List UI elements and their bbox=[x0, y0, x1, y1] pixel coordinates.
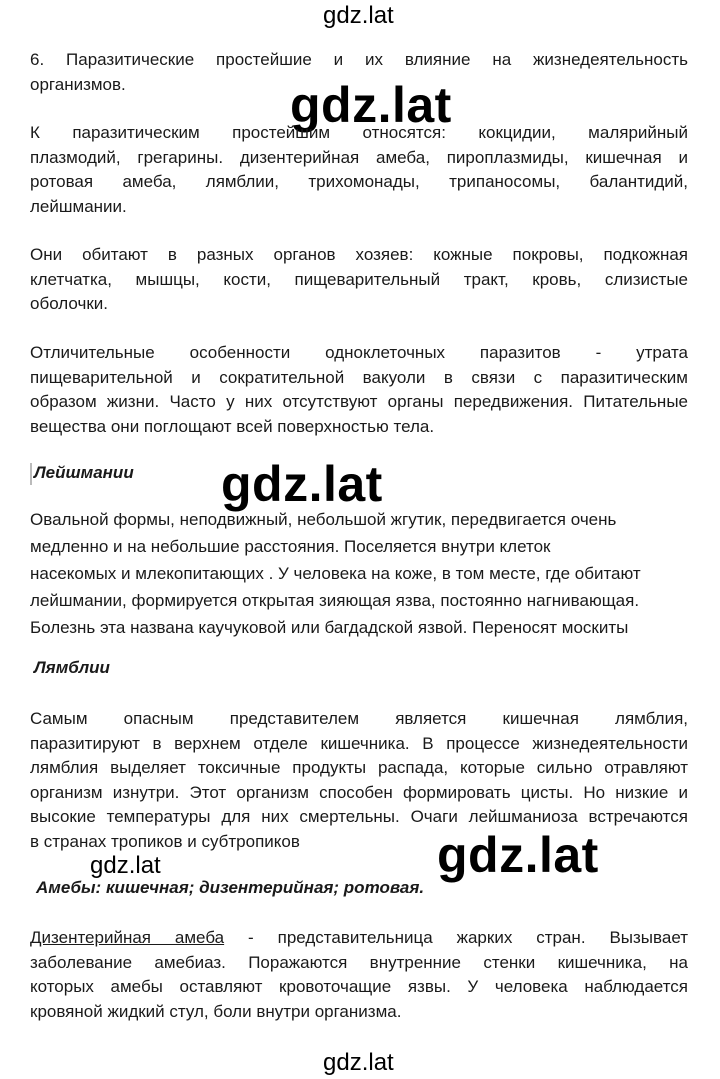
watermark-top: gdz.lat bbox=[323, 2, 394, 29]
text-line: Болезнь эта названа каучуковой или багдадской язвой. Переносят москиты bbox=[30, 618, 629, 637]
text-line: заболевание амебиаз. Поражаются внутренние стенки кишечника, на bbox=[30, 952, 688, 972]
text-line: плазмодий, грегарины. дизентерийная амеба, пироплазмиды, кишечная и bbox=[30, 147, 688, 167]
text-line: организмов. bbox=[30, 74, 126, 94]
section-title-leishmania: Лейшмании bbox=[34, 463, 134, 482]
paragraph-parasites-list bbox=[30, 121, 688, 219]
text-fragment: - представительница жарких стран. Вызывает bbox=[224, 928, 688, 947]
text-line: образом жизни. Часто у них отсутствуют органы передвижения. Питательные bbox=[30, 392, 688, 411]
text-line: Самым опасным представителем является кишечная лямблия, bbox=[30, 709, 688, 728]
heading-paragraph bbox=[30, 48, 688, 97]
term-dysentery-amoeba: Дизентерийная амеба bbox=[30, 928, 225, 947]
text-line: вещества они поглощают всей поверхностью тела. bbox=[30, 416, 435, 436]
text-line: в странах тропиков и субтропиков bbox=[30, 831, 300, 851]
text-line: 6. Паразитические простейшие и их влияние на жизнедеятельность bbox=[30, 50, 688, 69]
text-line: пищеварительной и сократительной вакуоли в связи с паразитическим bbox=[30, 367, 688, 387]
watermark-small: gdz.lat bbox=[90, 852, 161, 879]
paragraph-amoebas bbox=[30, 926, 688, 1024]
text-line: лямблия выделяет токсичные продукты распада, которые сильно отравляют bbox=[30, 758, 688, 777]
text-line bbox=[30, 926, 688, 951]
text-line: высокие температуры для них смертельны. Очаги лейшманиоза встречаются bbox=[30, 807, 688, 826]
text-line: лейшмании, формируется открытая зияющая язва, постоянно нагнивающая. bbox=[30, 591, 640, 610]
text-line: которых амебы оставляют кровоточащие язвы. У человека наблюдается bbox=[30, 977, 688, 996]
text-line: медленно и на небольшие расстояния. Поселяется внутри клеток bbox=[30, 537, 551, 556]
text-line: клетчатка, мышцы, кости, пищеварительный тракт, кровь, слизистые bbox=[30, 269, 688, 289]
watermark-large: gdz.lat bbox=[437, 827, 599, 883]
watermark-large: gdz.lat bbox=[221, 456, 383, 512]
text-line: кровяной жидкий стул, боли внутри организма. bbox=[30, 1001, 402, 1021]
text-line: лейшмании. bbox=[30, 196, 127, 216]
paragraph-habitats bbox=[30, 243, 688, 317]
text-line: Отличительные особенности одноклеточных паразитов - утрата bbox=[30, 343, 688, 362]
paragraph-leishmania bbox=[30, 506, 682, 641]
paragraph-features bbox=[30, 341, 688, 439]
text-line: паразитируют в верхнем отделе кишечника. В процессе жизнедеятельности bbox=[30, 733, 688, 753]
watermark-large: gdz.lat bbox=[290, 77, 452, 133]
text-line: организм изнутри. Этот организм способен формировать цисты. Но низкие и bbox=[30, 782, 688, 802]
section-title-amoebas: Амебы: кишечная; дизентерийная; ротовая. bbox=[36, 878, 425, 897]
text-line: ротовая амеба, лямблии, трихомонады, трипаносомы, балантидий, bbox=[30, 172, 688, 191]
section-title-giardia: Лямблии bbox=[34, 658, 110, 677]
section-marker bbox=[30, 463, 32, 485]
text-line: оболочки. bbox=[30, 294, 108, 313]
watermark-bottom: gdz.lat bbox=[323, 1049, 394, 1076]
text-line: насекомых и млекопитающих . У человека на коже, в том месте, где обитают bbox=[30, 564, 641, 583]
text-line: Овальной формы, неподвижный, небольшой жгутик, передвигается очень bbox=[30, 510, 617, 529]
paragraph-giardia bbox=[30, 707, 688, 854]
text-line: К паразитическим простейшим относятся: кокцидии, малярийный bbox=[30, 123, 688, 142]
text-line: Они обитают в разных органов хозяев: кожные покровы, подкожная bbox=[30, 245, 688, 264]
